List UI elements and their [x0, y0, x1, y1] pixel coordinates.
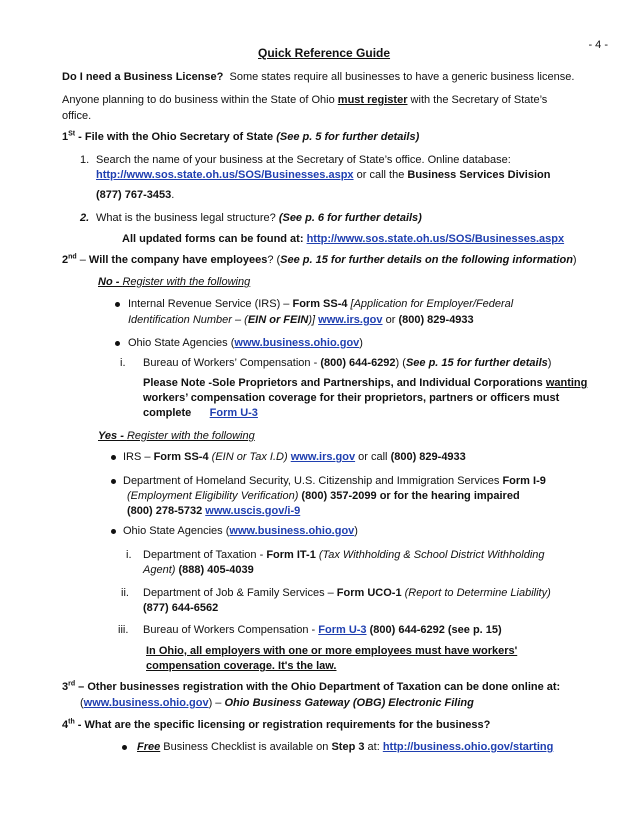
s1-item-2-number: 2.	[80, 212, 90, 224]
jfs-phone: (877) 644-6562	[143, 602, 219, 614]
tax-line-1: Department of Taxation - Form IT-1 (Tax Withholding & School District Withholding	[143, 549, 545, 561]
no-register-heading: No - Register with the following	[98, 276, 251, 288]
bullet-icon	[115, 302, 120, 307]
forms-line: All updated forms can be found at: http://www.sos.state.oh.us/SOS/Businesses.aspx	[122, 233, 565, 245]
tax-line-2: Agent) (888) 405-4039	[143, 564, 254, 576]
form-u3-link[interactable]: Form U-3	[318, 624, 367, 636]
law-line-1: In Ohio, all employers with one or more employees must have workers'	[146, 645, 518, 657]
bullet-icon	[111, 455, 116, 460]
s1-item-2-text: What is the business legal structure? (See p. 6 for further details)	[96, 212, 422, 224]
section-2-heading: 2nd – Will the company have employees? (See p. 15 for further details on the following information)	[62, 253, 577, 266]
dhs-line-2: (Employment Eligibility Verification) (800) 357-2099 or for the hearing impaired	[127, 490, 520, 502]
s1-item-1-line-2: http://www.sos.state.oh.us/SOS/Businesses.aspx or call the Business Services Division	[96, 169, 551, 181]
no-bwc-number: i.	[120, 357, 126, 369]
tax-number: i.	[126, 549, 132, 561]
bullet-icon	[122, 745, 127, 750]
intro-line-1: Do I need a Business License? Some states require all businesses to have a generic business license.	[62, 71, 575, 83]
bwc-number: iii.	[118, 624, 129, 636]
section-1-heading: 1St - File with the Ohio Secretary of State (See p. 5 for further details)	[62, 130, 420, 143]
s1-item-1-text: Search the name of your business at the Secretary of State’s office. Online database:	[96, 154, 511, 166]
s1-item-1-phone: (877) 767-3453.	[96, 189, 175, 201]
yes-ohio-agencies: Ohio State Agencies (www.business.ohio.gov)	[123, 525, 358, 537]
page-number: - 4 -	[588, 39, 608, 51]
law-line-2: compensation coverage. It's the law.	[146, 660, 337, 672]
section-3-line-2: (www.business.ohio.gov) – Ohio Business Gateway (OBG) Electronic Filing	[80, 697, 474, 709]
bullet-icon	[115, 341, 120, 346]
forms-link[interactable]: http://www.sos.state.oh.us/SOS/Businesses.aspx	[306, 233, 565, 245]
no-bwc-line: Bureau of Workers’ Compensation - (800) 644-6292) (See p. 15 for further details)	[143, 357, 552, 369]
note-line-3: complete Form U-3	[143, 407, 258, 419]
no-irs-line-2: Identification Number – (EIN or FEIN)] www.irs.gov or (800) 829-4933	[128, 314, 474, 326]
note-line-1: Please Note -Sole Proprietors and Partnerships, and Individual Corporations wanting	[143, 377, 588, 389]
irs-link[interactable]: www.irs.gov	[318, 314, 383, 326]
intro-line-2: Anyone planning to do business within the State of Ohio must register with the Secretary of State’s	[62, 94, 548, 106]
business-ohio-link[interactable]: www.business.ohio.gov	[83, 697, 209, 709]
business-ohio-link[interactable]: www.business.ohio.gov	[229, 525, 355, 537]
business-ohio-link[interactable]: www.business.ohio.gov	[234, 337, 360, 349]
section-3-heading: 3rd – Other businesses registration with the Ohio Department of Taxation can be done online at:	[62, 680, 561, 693]
note-line-2: workers’ compensation coverage for their proprietors, partners or officers must	[143, 392, 560, 404]
s1-item-1-number: 1.	[80, 154, 90, 166]
checklist-line: Free Business Checklist is available on Step 3 at: http://business.ohio.gov/starting	[137, 741, 554, 753]
no-ohio-agencies: Ohio State Agencies (www.business.ohio.gov)	[128, 337, 363, 349]
jfs-line-1: Department of Job & Family Services – Form UCO-1 (Report to Determine Liability)	[143, 587, 551, 599]
yes-register-heading: Yes - Register with the following	[98, 430, 255, 442]
irs-link[interactable]: www.irs.gov	[290, 451, 356, 463]
dhs-line-3: (800) 278-5732 www.uscis.gov/i-9	[127, 505, 301, 517]
dhs-line-1: Department of Homeland Security, U.S. Citizenship and Immigration Services Form I-9	[123, 475, 546, 487]
intro-line-3: office.	[62, 110, 92, 122]
section-4-heading: 4th - What are the specific licensing or registration requirements for the business?	[62, 718, 491, 731]
bullet-icon	[111, 479, 116, 484]
bullet-icon	[111, 529, 116, 534]
form-u3-link[interactable]: Form U-3	[209, 407, 258, 419]
no-irs-line-1: Internal Revenue Service (IRS) – Form SS-4 [Application for Employer/Federal	[128, 298, 514, 310]
sos-businesses-link[interactable]: http://www.sos.state.oh.us/SOS/Businesses.aspx	[96, 169, 354, 181]
bwc-line: Bureau of Workers Compensation - Form U-3 (800) 644-6292 (see p. 15)	[143, 624, 502, 636]
uscis-link[interactable]: www.uscis.gov/i-9	[205, 505, 301, 517]
yes-irs-line: IRS – Form SS-4 (EIN or Tax I.D) www.irs.gov or call (800) 829-4933	[123, 451, 466, 463]
page-title: Quick Reference Guide	[258, 46, 391, 60]
jfs-number: ii.	[121, 587, 129, 599]
starting-link[interactable]: http://business.ohio.gov/starting	[382, 741, 554, 753]
